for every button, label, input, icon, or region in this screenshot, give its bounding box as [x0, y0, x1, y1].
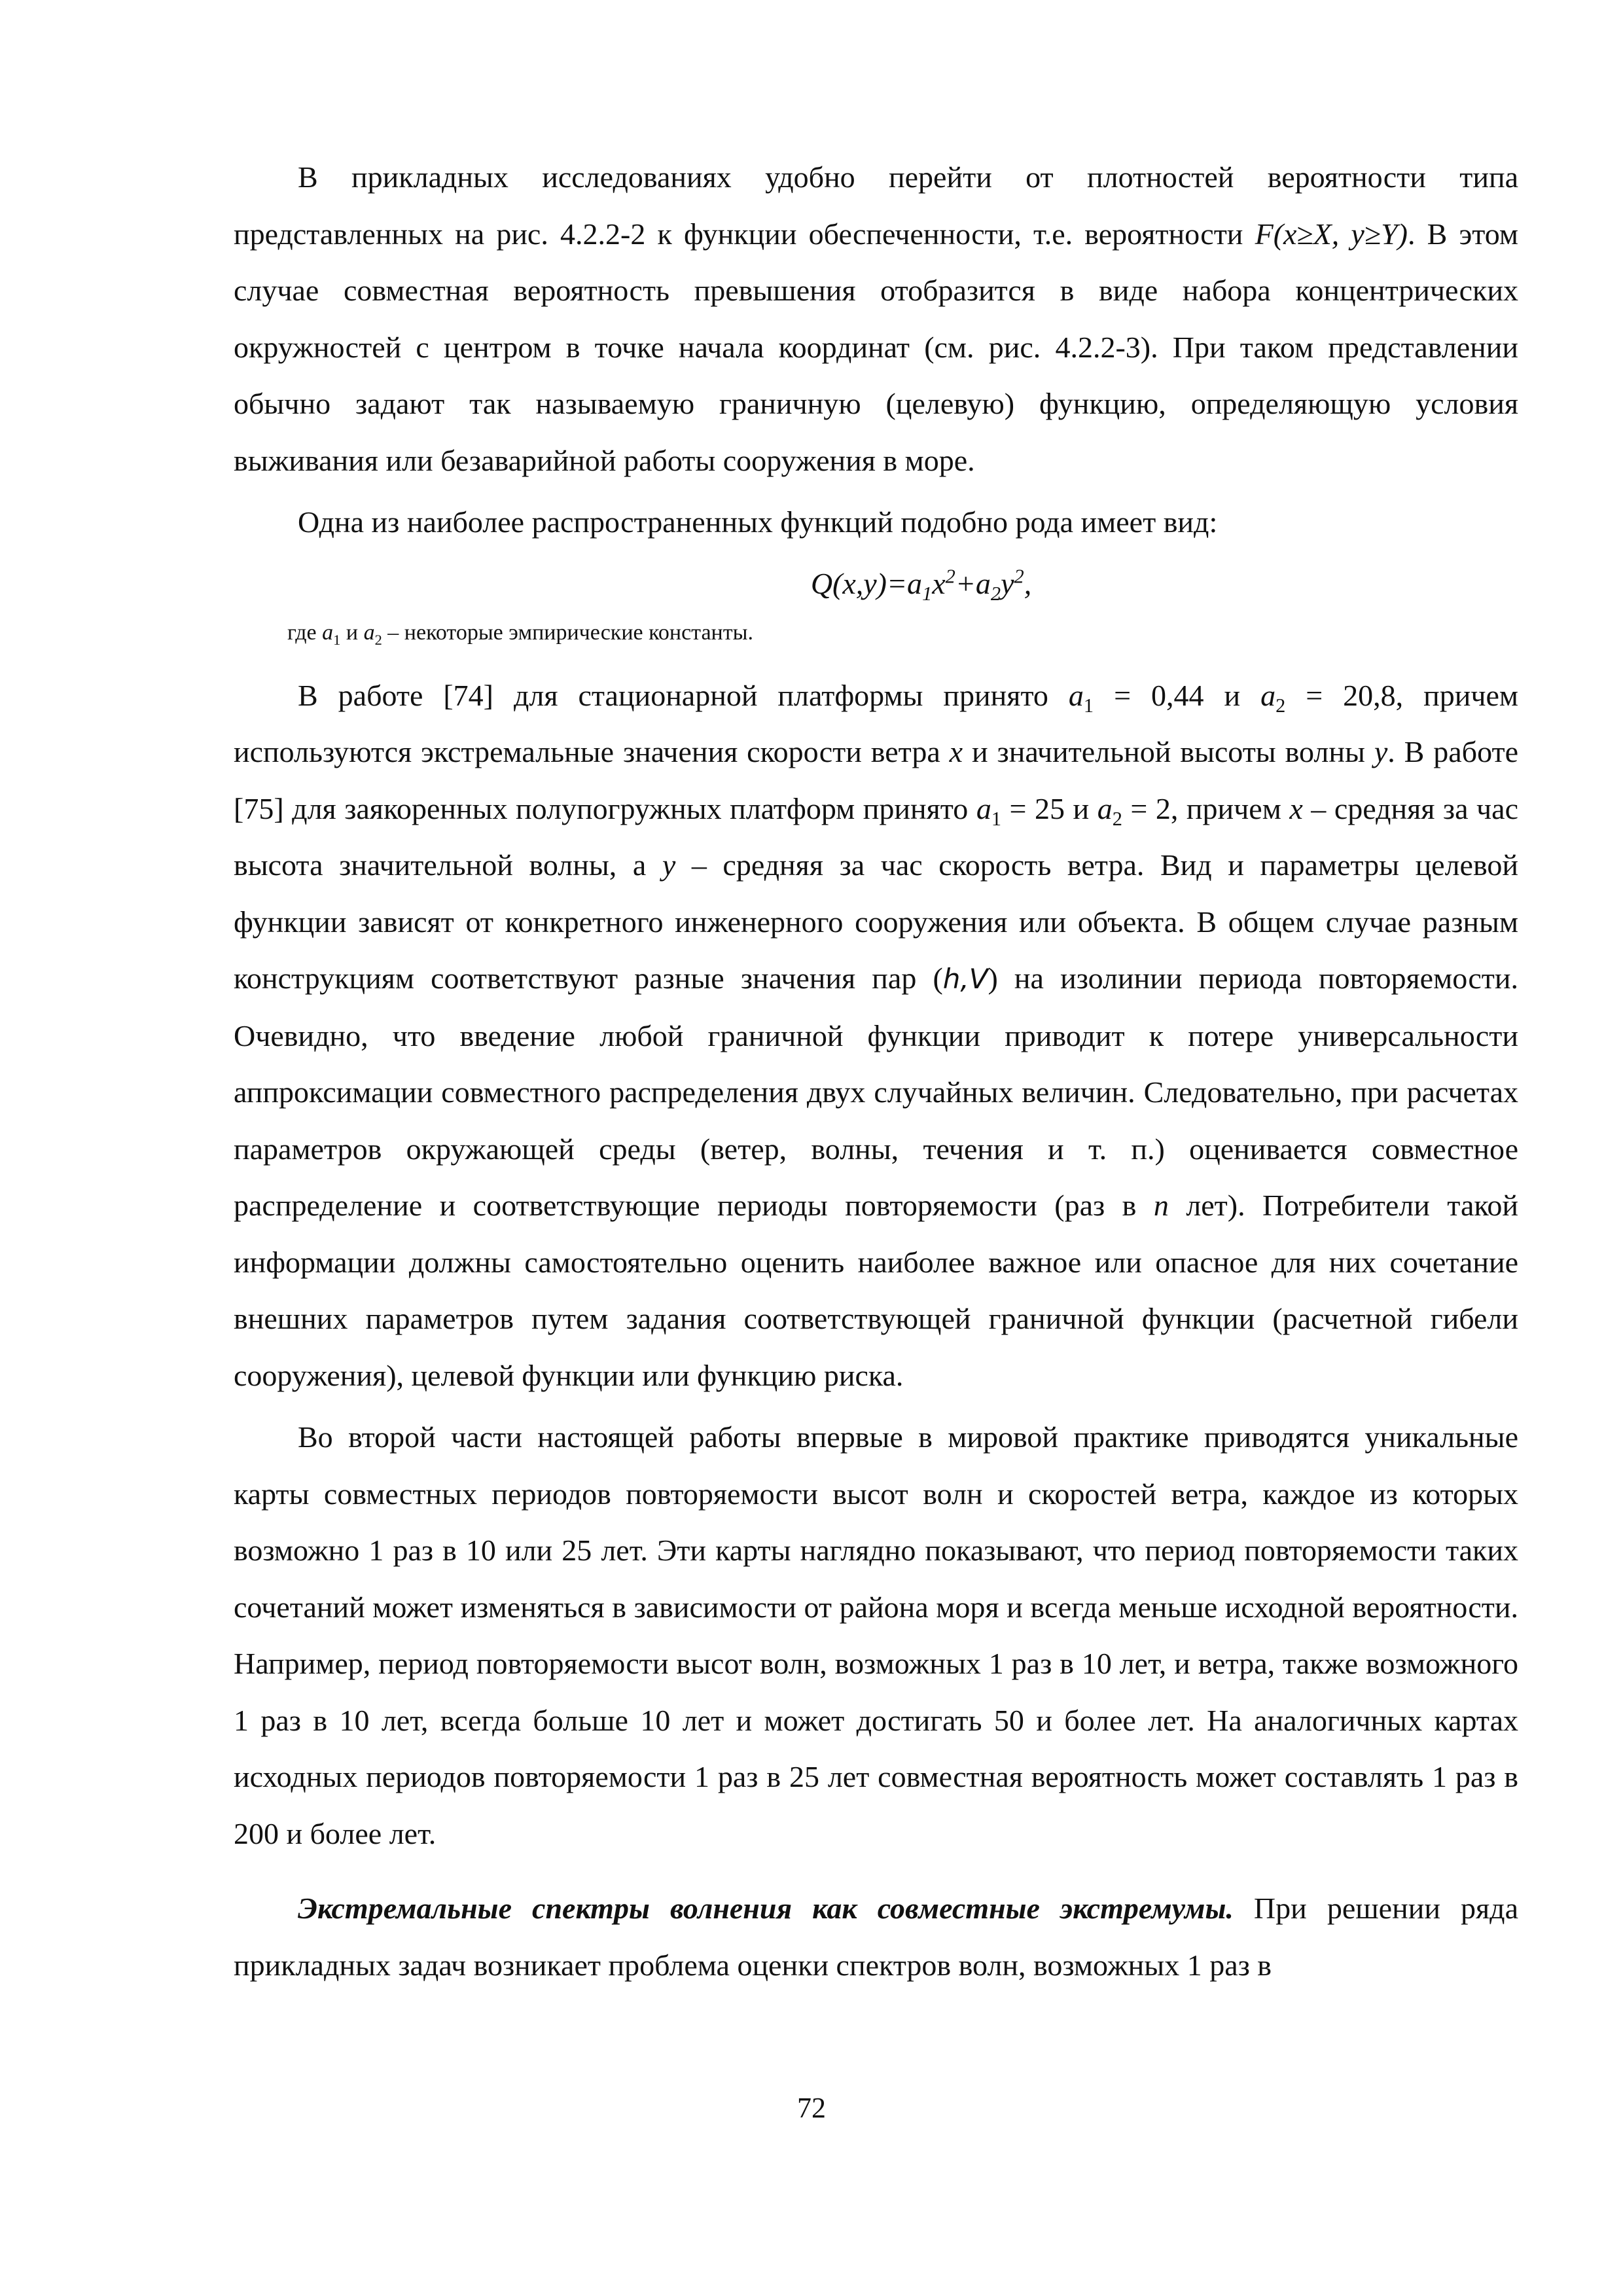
formula: $Q(x,y)=a_1x^2+a_2y^2$, — [810, 565, 1032, 605]
section-heading: Экстремальные спектры волнения как совместные экстремумы. — [298, 1892, 1234, 1925]
paragraph-2: Одна из наиболее распространенных функций подобно рода имеет вид: — [298, 505, 1218, 539]
paragraph-5: Экстремальные спектры волнения как совместные экстремумы. При решении ряда прикладных задач возникает проблема оценки спектров волн, возможных 1 раз в — [234, 1892, 1518, 1982]
probability-expression: F(x≥X, y≥Y) — [1255, 217, 1408, 251]
page-number: 72 — [797, 2092, 826, 2124]
formula-note: где $a_1$ и $a_2$ – некоторые эмпирические константы. — [287, 620, 753, 648]
paragraph-1: В прикладных исследованиях удобно перейти от плотностей вероятности типа представленных на рис. 4.2.2-2 к функции обеспеченности, т.е. вероятности F(x≥X, y≥Y). В этом случае совместная вероятность превышения отобразится в виде набора концентрических окружностей с центром в точке начала координат (см. рис. 4.2.2-3). При таком представлении обычно задают так называемую граничную (целевую) функцию, определяющую условия выживания или безаварийной работы сооружения в море. — [234, 160, 1518, 477]
paragraph-4: Во второй части настоящей работы впервые в мировой практике приводятся уникальные карты совместных периодов повторяемости высот волн и скоростей ветра, каждое из которых возможно 1 раз в 10 или 25 лет. Эти карты наглядно показывают, что период повторяемости таких сочетаний может изменяться в зависимости от района моря и всегда меньше исходной вероятности. Например, период повторяемости высот волн, возможных 1 раз в 10 лет, и ветра, также возможного 1 раз в 10 лет, всегда больше 10 лет и может достигать 50 и более лет. На аналогичных картах исходных периодов повторяемости 1 раз в 25 лет совместная вероятность может составлять 1 раз в 200 и более лет. — [234, 1420, 1518, 1850]
body-text — [234, 149, 1518, 1994]
paragraph-3: В работе [74] для стационарной платформы принято $a_1 = 0,44$ и $a_2 = 20,8$, причем используются экстремальные значения скорости ветра x и значительной высоты волны y. В работе [75] для заякоренных полупогружных платформ принято $a_1 = 25$ и $a_2 = 2$, причем x – средняя за час высота значительной волны, а y – средняя за час скорость ветра. Вид и параметры целевой функции зависят от конкретного инженерного сооружения или объекта. В общем случае разным конструкциям соответствуют разные значения пар (h,V) на изолинии периода повторяемости. Очевидно, что введение любой граничной функции приводит к потере универсальности аппроксимации совместного распределения двух случайных величин. Следовательно, при расчетах параметров окружающей среды (ветер, волны, течения и т. п.) оценивается совместное распределение и соответствующие периоды повторяемости (раз в n лет). Потребители такой информации должны самостоятельно оценить наиболее важное или опасное для них сочетание внешних параметров путем задания соответствующей граничной функции (расчетной гибели сооружения), целевой функции или функцию риска. — [234, 678, 1519, 1392]
